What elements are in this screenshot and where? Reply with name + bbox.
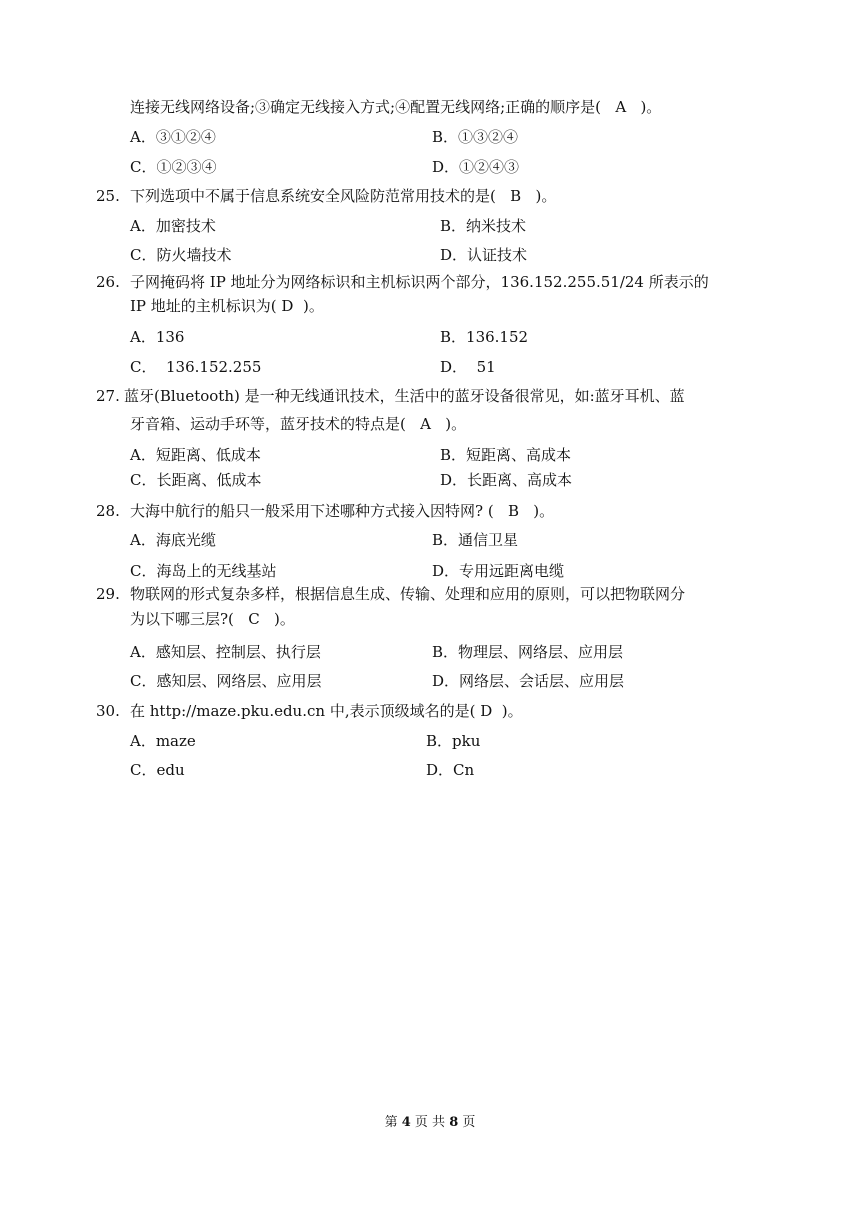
- question-text: 子网掩码将 IP 地址分为网络标识和主机标识两个部分，136.152.255.51/24 所表示的: [130, 273, 709, 291]
- total-page-number: 8: [449, 1115, 459, 1130]
- option-b: B．短距离、高成本: [440, 446, 572, 464]
- question-number: 30.: [96, 702, 120, 720]
- option-c: C．感知层、网络层、应用层: [130, 672, 322, 690]
- option-d: D．网络层、会话层、应用层: [432, 672, 625, 690]
- option-c: C．长距离、低成本: [130, 471, 262, 489]
- option-c: C．防火墙技术: [130, 246, 232, 264]
- option-d: D．①②④③: [432, 158, 520, 176]
- option-d: D．认证技术: [440, 246, 528, 264]
- option-d: D． 51: [440, 358, 496, 376]
- option-c: C．①②③④: [130, 158, 217, 176]
- question-text: 下列选项中不属于信息系统安全风险防范常用技术的是( B )。: [130, 187, 557, 205]
- question-number: 25.: [96, 187, 120, 205]
- option-a: A．短距离、低成本: [130, 446, 261, 464]
- option-b: B．pku: [426, 732, 481, 750]
- question-text: IP 地址的主机标识为( D )。: [130, 297, 324, 315]
- option-c: C．edu: [130, 761, 185, 779]
- question-number: 28.: [96, 502, 120, 520]
- question-text: 蓝牙(Bluetooth) 是一种无线通讯技术，生活中的蓝牙设备很常见，如:蓝牙耳机、蓝: [124, 387, 685, 405]
- option-b: B．136.152: [440, 328, 529, 346]
- option-d: D．长距离、高成本: [440, 471, 573, 489]
- question-24-continuation: 连接无线网络设备;③确定无线接入方式;④配置无线网络;正确的顺序是( A )。: [130, 98, 662, 116]
- option-a: A．感知层、控制层、执行层: [130, 643, 321, 661]
- option-c: C．海岛上的无线基站: [130, 562, 277, 580]
- option-b: B．①③②④: [432, 128, 519, 146]
- option-a: A．海底光缆: [130, 531, 216, 549]
- question-text: 大海中航行的船只一般采用下述哪种方式接入因特网? ( B )。: [130, 502, 555, 520]
- question-number: 27.: [96, 387, 120, 405]
- footer-suffix: 页: [462, 1115, 476, 1130]
- question-text: 在 http://maze.pku.edu.cn 中,表示顶级域名的是( D )。: [130, 702, 523, 720]
- option-d: D．专用远距离电缆: [432, 562, 565, 580]
- page-footer: [0, 1114, 860, 1132]
- option-a: A．maze: [130, 732, 196, 750]
- question-text: 牙音箱、运动手环等，蓝牙技术的特点是( A )。: [130, 415, 467, 433]
- option-b: B．纳米技术: [440, 217, 527, 235]
- current-page-number: 4: [401, 1115, 411, 1130]
- option-c: C． 136.152.255: [130, 358, 262, 376]
- option-a: A．加密技术: [130, 217, 216, 235]
- question-text: 为以下哪三层?( C )。: [130, 610, 295, 628]
- question-text: 物联网的形式复杂多样，根据信息生成、传输、处理和应用的原则，可以把物联网分: [130, 585, 686, 603]
- option-a: A．136: [130, 328, 185, 346]
- footer-prefix: 第: [384, 1115, 398, 1130]
- option-b: B．通信卫星: [432, 531, 519, 549]
- option-d: D．Cn: [426, 761, 475, 779]
- option-b: B．物理层、网络层、应用层: [432, 643, 624, 661]
- question-number: 26.: [96, 273, 120, 291]
- footer-middle: 页 共: [414, 1115, 446, 1130]
- question-number: 29.: [96, 585, 120, 603]
- option-a: A．③①②④: [130, 128, 216, 146]
